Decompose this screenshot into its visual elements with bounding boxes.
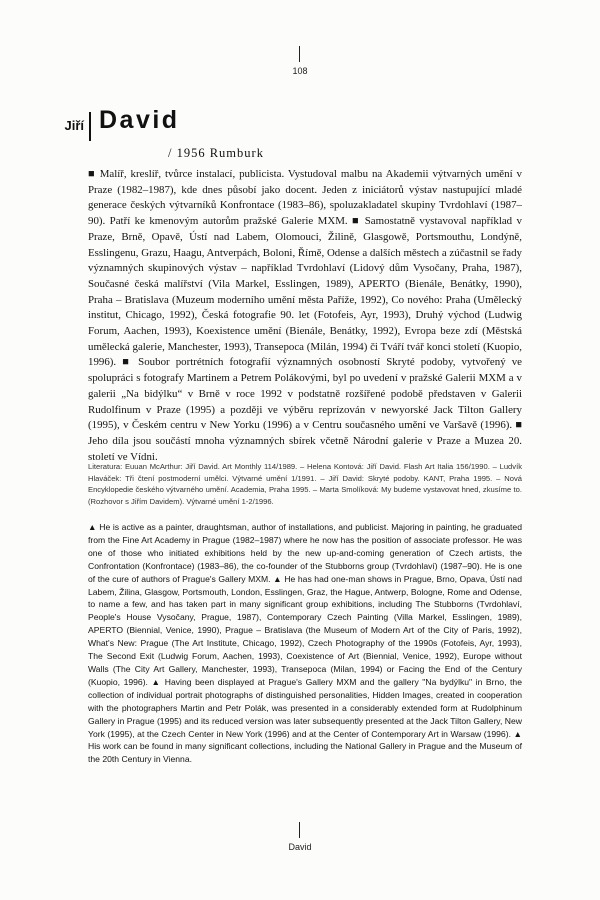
birth-info: / 1956 Rumburk xyxy=(168,146,264,160)
artist-first-name: Jiří xyxy=(64,118,84,133)
page-number: 108 xyxy=(292,66,308,76)
footer-artist-name: David xyxy=(288,842,312,852)
literature-references: Literatura: Euuan McArthur: Jiří David. Art Monthly 114/1989. – Helena Kontová: Jiří David. Flash Art Italia 156/1990. – Ludvík Hlaváček: Tři čtení postmoderní umělci. Výtvarné umění 1/1991. – Jiří David: Skryté podoby. KANT, Praha 1995. – Nová Encyklopedie českého výtvarného umění. Academia, Praha 1995. – Marta Smolíková: My budeme vystavovat hned, zkusíme to. (Rozhovor s Jiřím Davidem). Výtvarné umění 1-2/1996. xyxy=(88,462,522,507)
czech-biography: ■ Malíř, kreslíř, tvůrce instalací, publicista. Vystudoval malbu na Akademii výtvarných umění v Praze (1982–1987), kde dnes působí jako docent. Jeden z iniciátorů výstav nastupující mladé generace českých výtvarníků Konfrontace (1983–86), spoluzakladatel skupiny Tvrdohlaví (1987–90). Patří ke kmenovým autorům pražské Galerie MXM. ■ Samostatně vystavoval například v Praze, Brně, Opavě, Ústí nad Labem, Olomouci, Žilině, Glasgowě, Portsmouthu, Londýně, Esslingenu, Grazu, Haagu, Antverpách, Boloni, Římě, Odense a dalších městech a zúčastnil se řady významných skupinových výstav – například Tvrdohlaví (Lidový dům Vysočany, Praha, 1987), Současné česká malířství (Vila Markel, Esslingen, 1989), APERTO (Bienále, Benátky, 1990), Praha – Bratislava (Muzeum moderního umění města Paříže, 1992), Co nového: Praha (Umělecký institut, Chicago, 1992), Česká fotografie 90. let (Fotofeis, Ayr, 1993), Druhý východ (Ludwig Forum, Aachen, 1993), Koexistence umění (Bienále, Benátky, 1992), Evropa beze zdí (Městská umělecká galerie, Manchester, 1993), Transepoca (Milán, 1994) či Tváří tvář konci století (Kuopio, 1996). ■ Soubor portrétních fotografií významných osobností Skryté podoby, vytvořený ve spolupráci s fotografy Martinem a Petrem Polákovými, byl po uvedení v pražské Galerii MXM a v galerii „Na bidýlku“ v Brně v roce 1992 v podstatně rozšířené podobě představen v Galerii Rudolfinum v Praze (1995) a později ve výběru reprízován v newyorské Jack Tilton Gallery (1995), v Českém centru v New Yorku (1996) a v Centru současného umění ve Varšavě (1996). ■ Jeho díla jsou součástí mnoha významných sbírek včetně Národní galerie v Praze a Muzea 20. století ve Vídni. xyxy=(88,168,522,463)
name-divider xyxy=(89,112,91,141)
bottom-divider xyxy=(299,822,300,838)
english-biography: ▲ He is active as a painter, draughtsman, author of installations, and publicist. Majoring in painting, he graduated from the Fine Art Academy in Prague (1982–1987) where he now has the position of associate professor. He was one of those who initiated exhibitions held by the new up-and-coming generation of Czech artists, the Confrontation (Konfrontace) (1983–86), the co-founder of the Stubborns group (Tvrdohlaví) (1987–90). He is one of the cure of authors of Prague's Gallery MXM. ▲ He has had one-man shows in Prague, Brno, Opava, Ústí nad Labem, Žilina, Glasgow, Portsmouth, London, Esslingen, Graz, the Hague, Antwerp, Bologne, Rome and Odense, to name a few, and has taken part in many significant group exhibitions, including The Stubborns (Tvrdohlaví, People's House Vysočany, Prague, 1987), Contemporary Czech Painting (Villa Markel, Esslingen, 1989), APERTO (Biennial, Venice, 1990), Prague – Bratislava (the Museum of Modern Art of the City of Paris, 1992), What's New: Prague (The Art Institute, Chicago, 1992), Czech Photography of the 1990s (Fotofeis, Ayr, 1993), The Second Exit (Ludwig Forum, Aachen, 1993), Coexistence of Art (Biennial, Venice, 1992), Europe without Walls (The City Art Gallery, Manchester, 1993), Transepoca (Milan, 1994) or Facing the End of the Century (Kuopio, 1996). ▲ Having been displayed at Prague's Gallery MXM and the gallery "Na bydýlku" in Brno, the collection of individual portrait photographs of distinguished personalities, Hidden Images, created in cooperation with the photographers Martin and Petr Polák, was presented in a considerably extended form at Rudolphinum Gallery in Prague (1995) and its reduced version was later subsequently presented at the Jack Tilton Gallery, New York (1995), at the Czech Center in New York (1996) and at the Center of Contemporary Art in Warsaw (1996). ▲ His work can be found in many significant collections, including the National Gallery in Prague and the Museum of the 20th Century in Vienna. xyxy=(88,522,522,765)
top-divider xyxy=(299,46,300,62)
artist-last-name: David xyxy=(99,106,180,134)
